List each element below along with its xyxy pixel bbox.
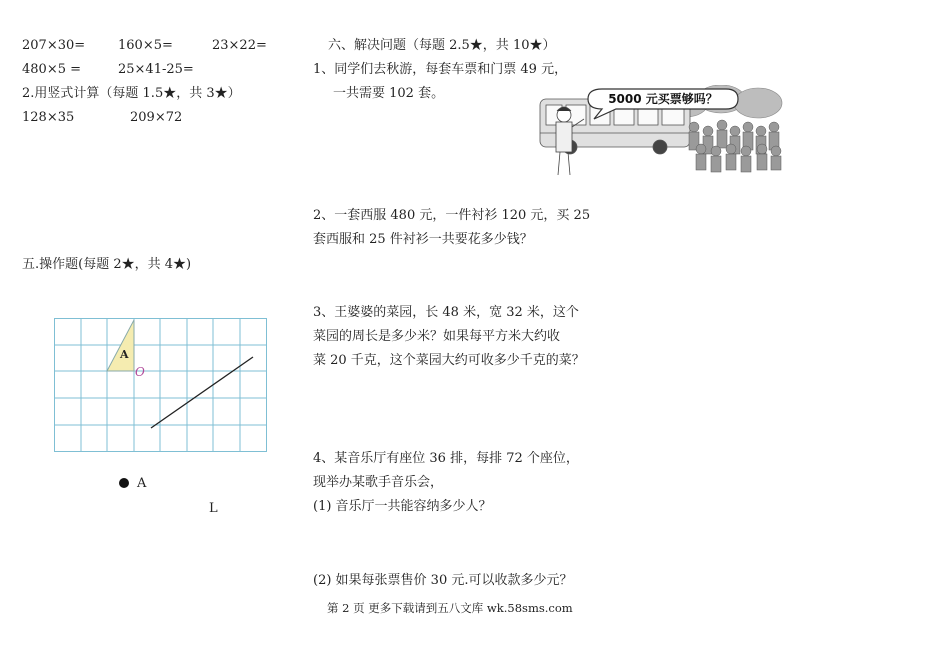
segment bbox=[151, 357, 253, 428]
point-a-label: A bbox=[137, 476, 147, 491]
q1-line-1: 1、同学们去秋游，每套车票和门票 49 元， bbox=[313, 62, 568, 77]
vertical-calc-item-1: 128×35 bbox=[22, 110, 75, 125]
line-l-label: L bbox=[209, 501, 218, 516]
point-a-dot bbox=[119, 478, 129, 488]
coordinate-grid bbox=[54, 318, 270, 454]
q3-line-2: 菜园的周长是多少米？如果每平方米大约收 bbox=[313, 329, 561, 344]
vertical-calc-item-2: 209×72 bbox=[130, 110, 183, 125]
q1-line-2: 一共需要 102 套。 bbox=[333, 86, 445, 101]
q2-line-2: 套西服和 25 件衬衫一共要花多少钱？ bbox=[313, 232, 533, 247]
q3-line-1: 3、王婆婆的菜园，长 48 米，宽 32 米，这个 bbox=[313, 305, 579, 320]
point-o-label: O bbox=[135, 365, 145, 379]
q4-part1: (1) 音乐厅一共能容纳多少人？ bbox=[313, 499, 492, 514]
bubble-text: 5000 元买票够吗？ bbox=[608, 92, 718, 106]
bus-children-illustration bbox=[536, 85, 784, 181]
q2-line-1: 2、一套西服 480 元，一件衬衫 120 元，买 25 bbox=[313, 208, 591, 223]
calc-item-1: 207×30= bbox=[22, 38, 86, 53]
section6-title: 六、解决问题（每题 2.5★，共 10★） bbox=[328, 38, 556, 53]
q4-part2: (2) 如果每张票售价 30 元.可以收款多少元？ bbox=[313, 573, 573, 588]
calc-item-3: 23×22= bbox=[212, 38, 267, 53]
triangle-label: A bbox=[120, 348, 129, 361]
q3-line-3: 菜 20 千克，这个菜园大约可收多少千克的菜？ bbox=[313, 353, 585, 368]
calc-item-5: 25×41-25= bbox=[118, 62, 194, 77]
q4-line-2: 现举办某歌手音乐会， bbox=[313, 475, 444, 490]
page-footer: 第 2 页 更多下载请到五八文库 wk.58sms.com bbox=[327, 601, 573, 615]
vertical-calc-title: 2.用竖式计算（每题 1.5★，共 3★） bbox=[22, 86, 241, 101]
calc-item-2: 160×5= bbox=[118, 38, 173, 53]
calc-item-4: 480×5 = bbox=[22, 62, 82, 77]
q4-line-1: 4、某音乐厅有座位 36 排，每排 72 个座位， bbox=[313, 451, 579, 466]
section5-title: 五.操作题(每题 2★，共 4★) bbox=[22, 257, 192, 272]
